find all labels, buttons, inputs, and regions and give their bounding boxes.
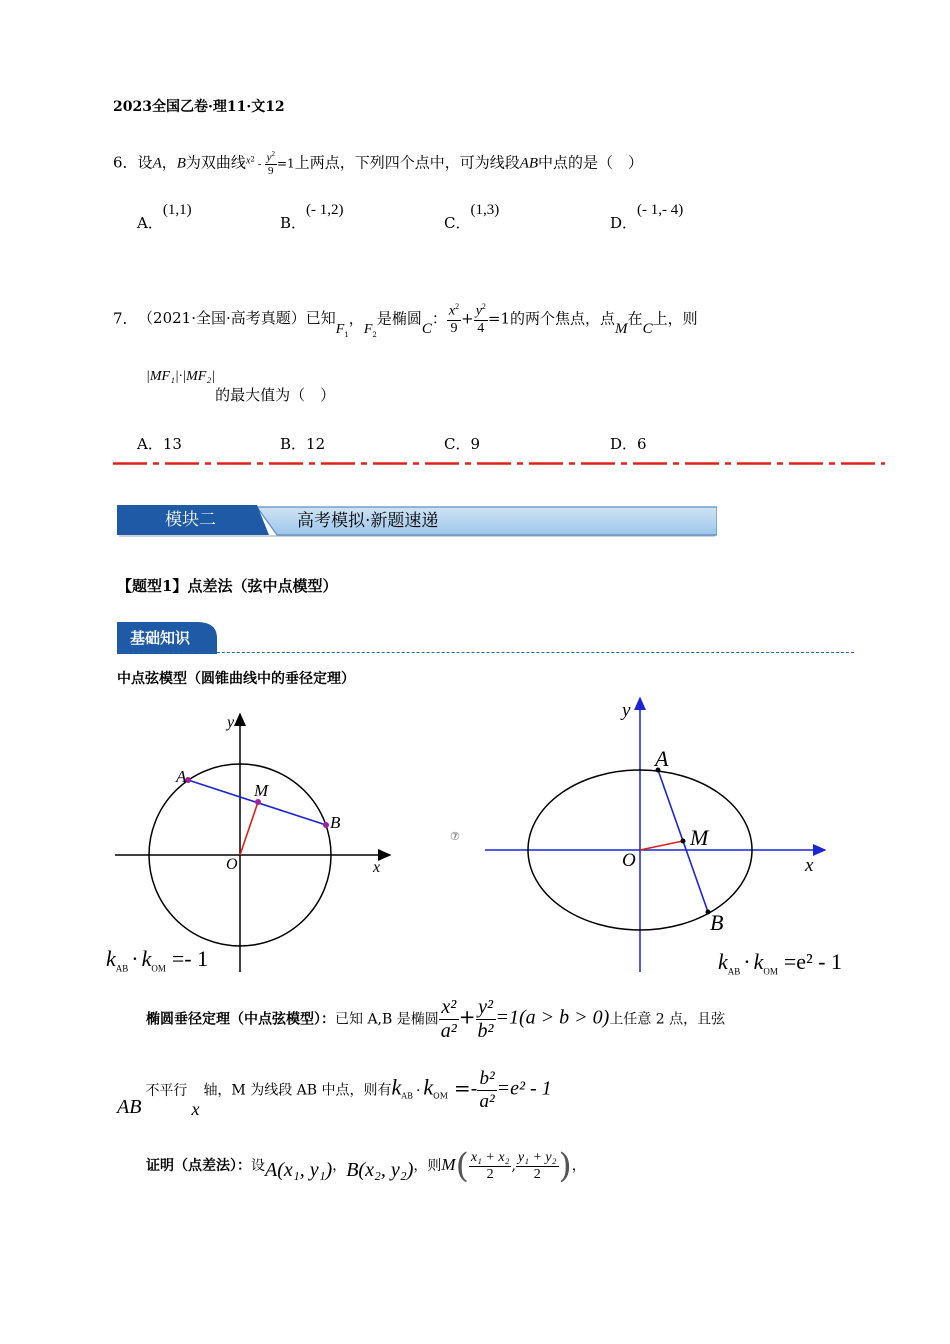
q7-option-a[interactable]: A．13: [137, 435, 182, 453]
q6-option-d[interactable]: D．(- 1,- 4): [610, 202, 684, 232]
q7-ellipse-frac1: $\frac{x^2}{9}$: [448, 302, 460, 336]
section-title: 【题型1】点差法（弦中点模型）: [117, 577, 338, 595]
proof-line: 证明（点差法）：设A(x₁, y₁)，B(x₂, y₂)，则M( $\frac{\text{x₁ + x₂}}{2}$ , $\frac{\text{y₁ + y₂}}{2}$ )，: [146, 1146, 586, 1186]
subtitle: 中点弦模型（圆锥曲线中的垂径定理）: [117, 671, 355, 687]
q7-line-2: |MF₁|·|MF₂|的最大值为（ ）: [146, 369, 336, 404]
fig2-point-m: M: [690, 825, 709, 850]
tag-underline: [117, 652, 854, 653]
proof-title: 证明（点差法）：: [146, 1158, 251, 1174]
theorem-title: 椭圆垂径定理（中点弦模型）：: [146, 1011, 335, 1028]
question-6: 6．设A，B为双曲线$^{x2}$ - $\frac{y^2}{9}$ =1上两点，下列四个点中，可为线段AB中点的是（ ）: [113, 150, 644, 177]
circle-diagram: [100, 700, 400, 980]
fig1-x-label: x: [373, 859, 381, 876]
source-header: 2023全国乙卷·理11·文12: [113, 99, 285, 115]
fig2-y-label: y: [622, 700, 631, 721]
fig2-origin-label: O: [622, 850, 636, 871]
q7-option-c[interactable]: C．9: [444, 435, 481, 453]
module-title: 高考模拟·新题速递: [297, 511, 439, 531]
theorem-line-1: 椭圆垂径定理（中点弦模型）：已知 A,B 是椭圆 $\frac{\text{x²}}{\text{a²}}$ + $\frac{\text{y²}}{\text{b²}}$ =1(a > b > 0)上任意 2 点，且弦: [146, 996, 726, 1042]
fig1-formula: $k_{AB} \cdot k_{OM} =- 1$: [106, 946, 209, 974]
fig2-x-label: x: [805, 855, 814, 876]
fig2-formula: $k_{AB} \cdot k_{OM} =e^2 - 1$: [718, 949, 842, 977]
q7-option-b[interactable]: B．12: [280, 435, 326, 453]
q6-number: 6．: [113, 153, 138, 172]
ellipse-diagram: [480, 690, 840, 980]
q6-option-b[interactable]: B．(- 1,2): [280, 202, 344, 232]
q6-option-a[interactable]: A．(1,1): [137, 202, 192, 232]
theorem-line-2: AB不平行x轴，M 为线段 AB 中点，则有$k_{AB} \cdot k_{OM}$ =- $\frac{\text{b²}}{\text{a²}}$ =e² - 1: [117, 1068, 552, 1119]
fig1-origin-label: O: [226, 856, 238, 873]
module-label: 模块二: [165, 510, 216, 530]
figure-marker: ⑦: [450, 830, 460, 843]
fig2-point-a: A: [655, 746, 669, 771]
fig1-point-m: M: [254, 781, 269, 800]
section-divider: [113, 462, 885, 465]
q6-hyperbola-x: x: [245, 155, 251, 167]
fig2-point-b: B: [710, 910, 724, 935]
q6-option-c[interactable]: C．(1,3): [444, 202, 500, 232]
question-7: 7． （2021·全国·高考真题）已知$F_1$，$F_2$是椭圆C： $\frac{x^2}{9}$ + $\frac{y^2}{4}$ =1的两个焦点，点M在C上，则: [113, 302, 698, 340]
knowledge-tag-label: 基础知识: [130, 629, 191, 647]
q7-product-expression: |MF₁|·|MF₂|: [146, 369, 216, 384]
q7-option-d[interactable]: D．6: [610, 435, 647, 453]
q6-hyperbola-fraction: $\frac{y^2}{9}$: [266, 150, 275, 177]
fig1-point-b: B: [330, 813, 341, 832]
fig1-point-a: A: [176, 767, 187, 786]
fig1-y-label: y: [227, 714, 235, 731]
q7-ellipse-frac2: $\frac{y^2}{4}$: [475, 302, 486, 336]
